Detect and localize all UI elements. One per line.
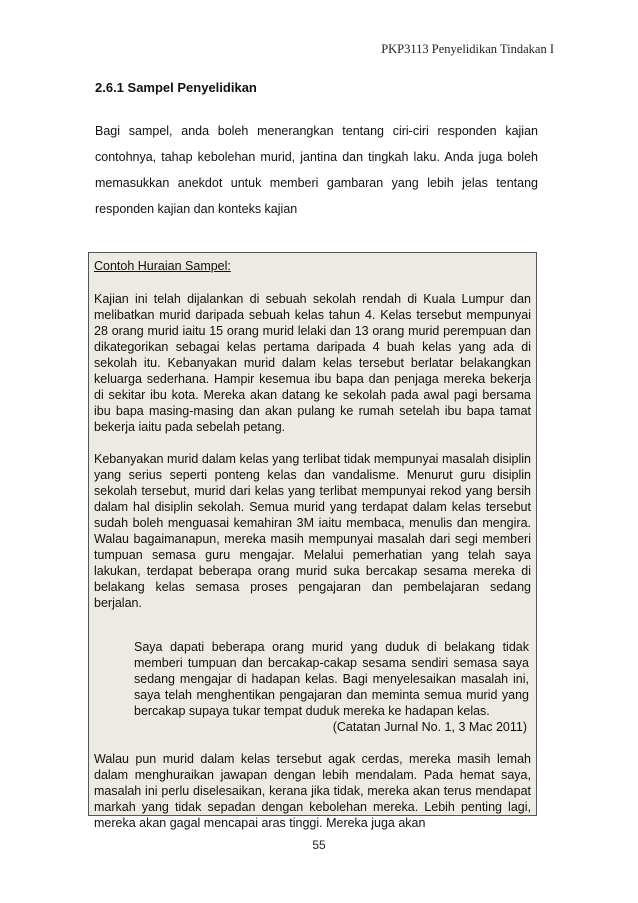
example-box-title: Contoh Huraian Sampel:: [94, 259, 231, 273]
closing-paragraph: Walau pun murid dalam kelas tersebut agak cerdas, mereka masih lemah dalam menghuraikan jawapan dengan lebih mendalam. Pada hemat saya, masalah ini perlu diselesaikan, kerana jika tidak, mereka akan terus mendapat markah yang tidak sepadan dengan kebolehan mereka. Lebih penting lagi, mereka akan gagal mencapai aras tinggi. Mereka juga akan: [94, 752, 531, 830]
section-heading: 2.6.1 Sampel Penyelidikan: [95, 80, 257, 95]
sample-paragraph-1: Kajian ini telah dijalankan di sebuah sekolah rendah di Kuala Lumpur dan melibatkan murid daripada sebuah kelas tahun 4. Kelas tersebut mempunyai 28 orang murid iaitu 15 orang murid lelaki dan 13 orang murid perempuan dan dikategorikan sebagai kelas pertama daripada 4 buah kelas yang ada di sekolah itu. Kebanyakan murid dalam kelas tersebut berlatar belakangkan keluarga sederhana. Hampir kesemua ibu bapa dan penjaga mereka bekerja di sekitar ibu kota. Mereka akan datang ke sekolah pada awal pagi bersama ibu bapa masing-masing dan akan pulang ke rumah setelah ibu bapa tamat bekerja iaitu pada sebelah petang.: [94, 292, 531, 434]
journal-quote-text: Saya dapati beberapa orang murid yang duduk di belakang tidak memberi tumpuan dan bercakap-cakap sesama sendiri semasa saya sedang mengajar di hadapan kelas. Bagi menyelesaikan masalah ini, saya telah menghentikan pengajaran dan meminta semua murid yang bercakap supaya tukar tempat duduk mereka ke hadapan kelas.: [134, 640, 529, 718]
intro-paragraph: Bagi sampel, anda boleh menerangkan tentang ciri-ciri responden kajian contohnya, tahap kebolehan murid, jantina dan tingkah laku. Anda juga boleh memasukkan anekdot untuk memberi gambaran yang lebih jelas tentang responden kajian dan konteks kajian: [95, 124, 538, 216]
sample-paragraph-2: Kebanyakan murid dalam kelas yang terlibat tidak mempunyai masalah disiplin yang serius seperti ponteng kelas dan vandalisme. Menurut guru disiplin sekolah tersebut, murid dari kelas yang terlibat mempunyai rekod yang bersih dalam hal disiplin sekolah. Semua murid yang terdapat dalam kelas tersebut sudah boleh menguasai kemahiran 3M iaitu membaca, menulis dan mengira. Walau bagaimanapun, mereka masih mempunyai masalah dari segi memberi tumpuan semasa guru mengajar. Melalui pemerhatian yang telah saya lakukan, terdapat beberapa orang murid suka bercakap sesama mereka di belakang kelas semasa proses pengajaran dan pembelajaran sedang berjalan.: [94, 452, 531, 610]
journal-citation: (Catatan Jurnal No. 1, 3 Mac 2011): [332, 720, 527, 734]
journal-quote: [134, 639, 529, 735]
running-header: PKP3113 Penyelidikan Tindakan I: [381, 42, 554, 56]
page-number: 55: [312, 838, 326, 852]
example-box: [88, 252, 537, 830]
